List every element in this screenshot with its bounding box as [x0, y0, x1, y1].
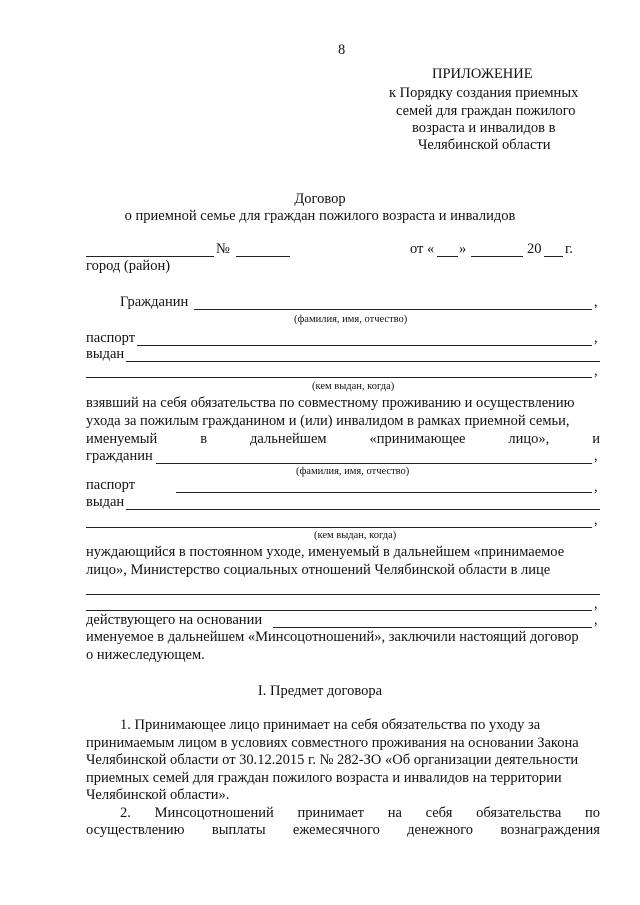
comma: , [594, 363, 598, 379]
city-label: город (район) [86, 258, 171, 274]
passport1-label: паспорт [86, 330, 136, 346]
word: в [200, 431, 208, 447]
date-from-label: от « [410, 241, 435, 257]
comma: , [594, 596, 598, 612]
section1-title: I. Предмет договора [257, 683, 383, 699]
representative-blank-2[interactable] [86, 610, 592, 611]
issued2-blank-2[interactable] [86, 527, 592, 528]
comma: , [594, 294, 598, 310]
contract-number-blank[interactable] [236, 256, 290, 257]
page-number: 8 [338, 42, 346, 58]
appendix-line: возраста и инвалидов в [412, 120, 556, 136]
section1-p1-line: Челябинской области от 30.12.2015 г. № 282-ЗО «Об организации деятельности [86, 752, 579, 768]
contract-title: Договор [294, 191, 346, 207]
citizen2-label: гражданин [86, 448, 153, 464]
party1-text: взявший на себя обязательства по совместному проживанию и осуществлению [86, 395, 575, 411]
appendix-line: семей для граждан пожилого [396, 103, 576, 119]
date-day-blank[interactable] [437, 256, 458, 257]
comma: , [594, 512, 598, 528]
word: осуществлению [86, 822, 185, 838]
word: выплаты [211, 822, 266, 838]
citizen1-fio-blank[interactable] [194, 309, 592, 310]
section1-p1-line: приемных семей для граждан пожилого возраста и инвалидов на территории [86, 770, 562, 786]
word: Минсоцотношений [154, 805, 274, 821]
issued2-blank[interactable] [126, 509, 600, 510]
contract-subtitle: о приемной семье для граждан пожилого возраста и инвалидов [124, 208, 516, 224]
issued2-hint: (кем выдан, когда) [314, 530, 397, 541]
citizen2-fio-blank[interactable] [156, 463, 592, 464]
party1-text-justified [86, 431, 600, 448]
word: дальнейшем [250, 431, 327, 447]
issued1-blank[interactable] [126, 361, 600, 362]
word: денежного [407, 822, 474, 838]
ministry-text: именуемое в дальнейшем «Минсоцотношений», заключили настоящий договор [86, 629, 579, 645]
word: лицо», [508, 431, 550, 447]
date-quote: » [459, 241, 467, 257]
ministry-text-end: о нижеследующем. [86, 647, 205, 663]
word: и [592, 431, 600, 447]
section1-p2-line [120, 805, 600, 822]
appendix-line: Челябинской области [418, 137, 551, 153]
party2-text: лицо», Министерство социальных отношений Челябинской области в лице [86, 562, 551, 578]
citizen1-label: Гражданин [120, 294, 189, 310]
word: себя [425, 805, 453, 821]
passport2-label: паспорт [86, 477, 136, 493]
word: вознаграждения [500, 822, 600, 838]
party1-text: ухода за пожилым гражданином и (или) инвалидом в рамках приемной семьи, [86, 413, 570, 429]
word: ежемесячного [292, 822, 380, 838]
acting-basis-blank[interactable] [273, 627, 592, 628]
number-sign: № [216, 241, 230, 257]
passport2-blank[interactable] [176, 492, 592, 493]
comma: , [594, 612, 598, 628]
citizen2-fio-hint: (фамилия, имя, отчество) [296, 466, 410, 477]
issued1-label: выдан [86, 346, 125, 362]
comma: , [594, 479, 598, 495]
contract-place-blank[interactable] [86, 256, 214, 257]
comma: , [594, 330, 598, 346]
date-month-blank[interactable] [471, 256, 523, 257]
appendix-title: ПРИЛОЖЕНИЕ [432, 66, 533, 82]
citizen1-fio-hint: (фамилия, имя, отчество) [294, 314, 408, 325]
section1-p1-line: Челябинской области». [86, 787, 230, 803]
word: на [387, 805, 402, 821]
date-year-prefix: 20 [527, 241, 542, 257]
word: «принимающее [369, 431, 466, 447]
word: именуемый [86, 431, 158, 447]
section1-p1-line: принимаемым лицом в условиях совместного проживания на основании Закона [86, 735, 579, 751]
section1-p2-line [86, 822, 600, 839]
word: принимает [297, 805, 365, 821]
word: 2. [120, 805, 131, 821]
party2-text: нуждающийся в постоянном уходе, именуемый в дальнейшем «принимаемое [86, 544, 565, 560]
issued2-label: выдан [86, 494, 125, 510]
word: обязательства [476, 805, 562, 821]
appendix-line: к Порядку создания приемных [389, 85, 579, 101]
date-year-suffix: г. [565, 241, 573, 257]
acting-basis-label: действующего на основании [86, 612, 263, 628]
representative-blank[interactable] [86, 594, 600, 595]
word: по [584, 805, 600, 821]
passport1-blank[interactable] [137, 345, 592, 346]
date-year-blank[interactable] [544, 256, 563, 257]
section1-p1-line: 1. Принимающее лицо принимает на себя обязательства по уходу за [120, 717, 541, 733]
comma: , [594, 448, 598, 464]
issued1-blank-2[interactable] [86, 377, 592, 378]
issued1-hint: (кем выдан, когда) [312, 381, 395, 392]
